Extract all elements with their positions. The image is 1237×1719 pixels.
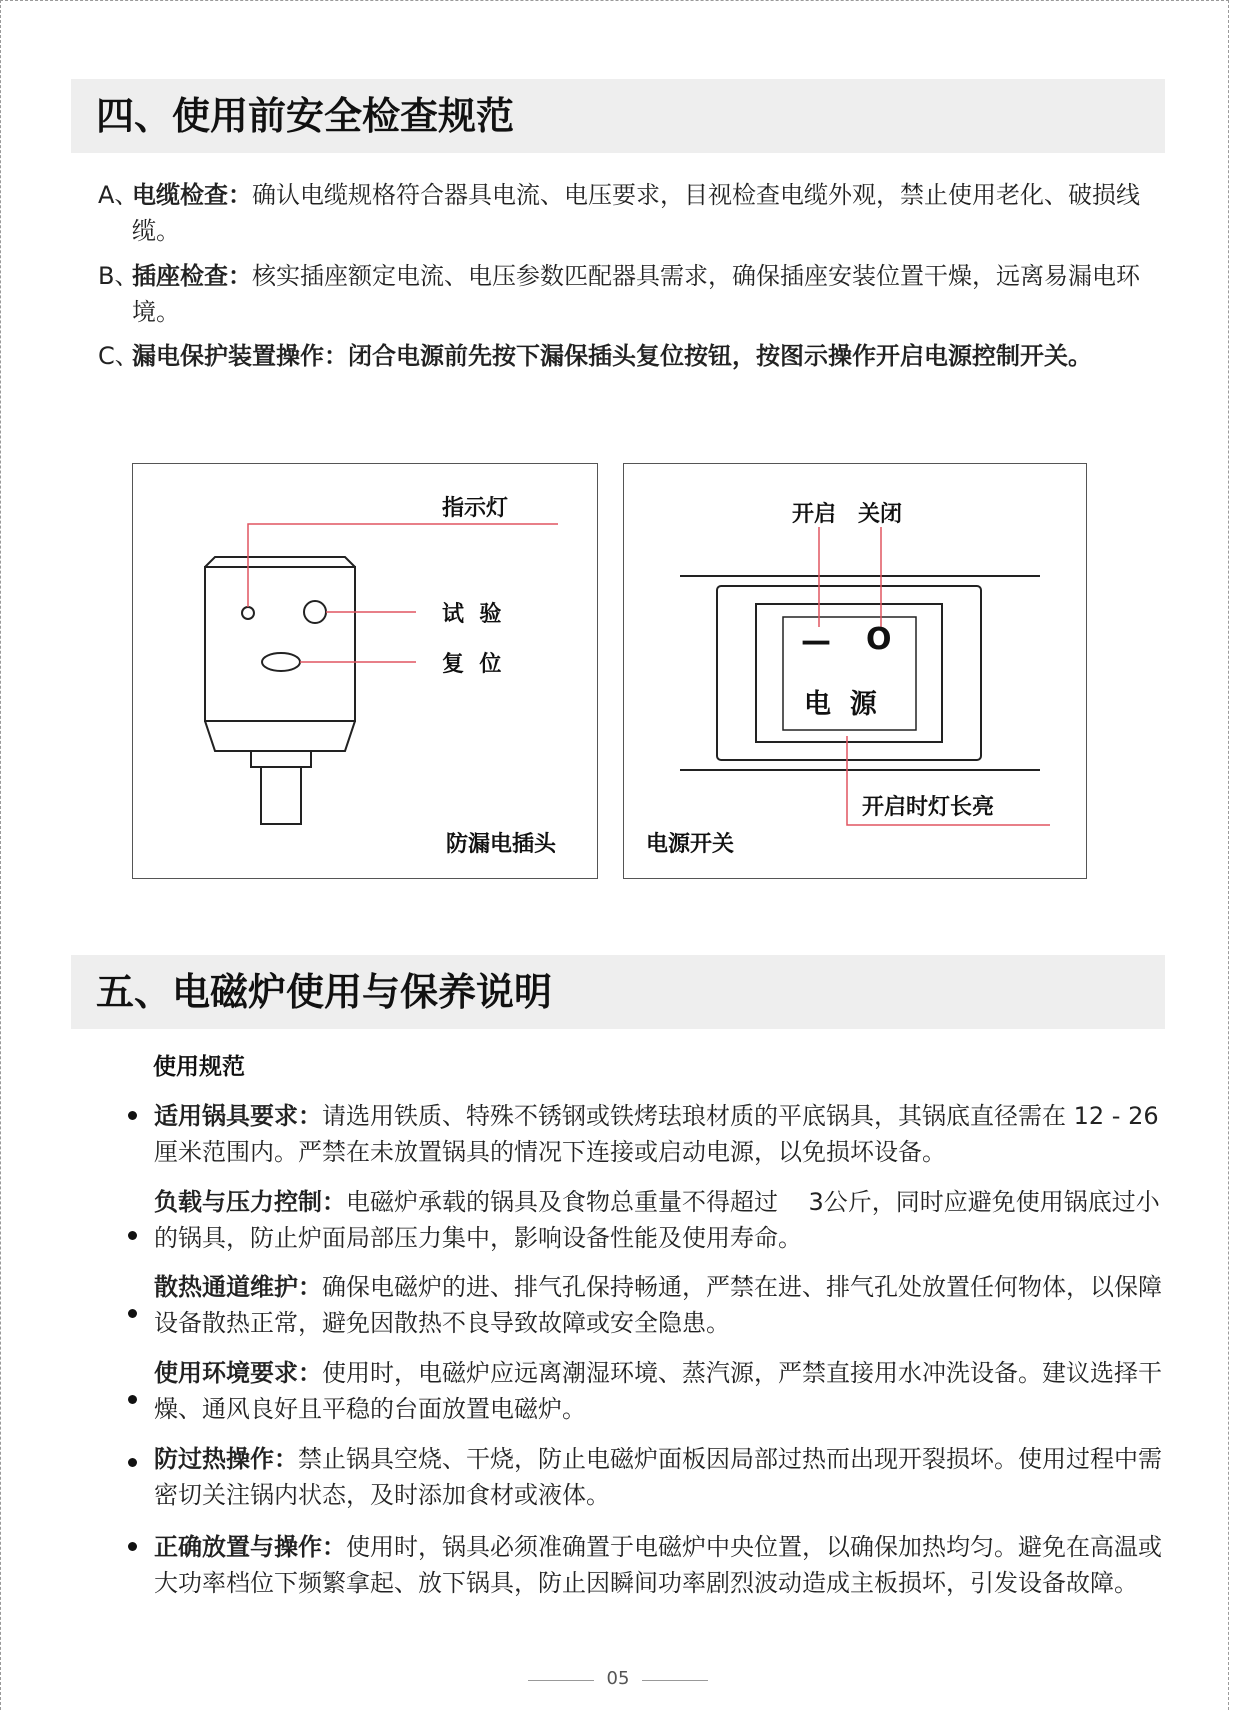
power-label: 电 源	[804, 689, 877, 720]
page-number: 05	[606, 1668, 630, 1689]
footer-rule-right	[642, 1680, 708, 1681]
section-header-4	[71, 79, 1165, 153]
item-letter: B、	[98, 262, 139, 290]
rule-text	[154, 1355, 1170, 1427]
rule-body: 请选用铁质、特殊不锈钢或铁烤珐琅材质的平底锅具，其锅底直径需在 12 - 26 厘米范围内。严禁在未放置锅具的情况下连接或启动电源，以免损坏设备。	[154, 1102, 1159, 1166]
item-label: 漏电保护装置操作：	[132, 342, 348, 370]
plug-caption: 防漏电插头	[446, 832, 557, 857]
rule-label: 防过热操作：	[154, 1445, 298, 1473]
item-body: 确认电缆规格符合器具电流、电压要求，目视检查电缆外观，禁止使用老化、破损线缆。	[132, 181, 1140, 245]
label-off: 关闭	[858, 502, 903, 527]
bullet-icon	[128, 1458, 137, 1467]
plug-body	[205, 567, 355, 721]
rule-body: 电磁炉承载的锅具及食物总重量不得超过 3公斤，同时应避免使用锅底过小的锅具，防止炉面局部压力集中，影响设备性能及使用寿命。	[154, 1188, 1160, 1252]
bullet-icon	[128, 1231, 137, 1240]
rule-label: 负载与压力控制：	[154, 1188, 346, 1216]
bullet-icon	[128, 1542, 137, 1551]
on-symbol: —	[801, 624, 831, 659]
section-title: 四、使用前安全检查规范	[96, 93, 515, 138]
usage-heading: 使用规范	[153, 1054, 245, 1080]
plug-top-edge	[205, 557, 355, 567]
item-text	[132, 258, 1172, 330]
item-letter: A、	[98, 181, 139, 209]
bullet-icon	[128, 1111, 137, 1120]
rule-text	[154, 1098, 1170, 1170]
rule-text	[154, 1269, 1170, 1341]
label-test: 试 验	[442, 602, 502, 627]
item-letter: C、	[98, 342, 139, 370]
item-text	[132, 177, 1172, 249]
test-button	[304, 601, 326, 623]
switch-drawing	[624, 464, 1086, 878]
switch-caption: 电源开关	[646, 832, 735, 857]
leader-indicator	[248, 524, 558, 607]
item-text	[132, 338, 1172, 374]
off-symbol: O	[866, 622, 892, 657]
plug-drawing	[133, 464, 597, 878]
switch-frame	[756, 604, 942, 742]
plug-collar	[251, 751, 311, 767]
section-header-5	[71, 955, 1165, 1029]
rule-text	[154, 1441, 1170, 1513]
rule-label: 正确放置与操作：	[154, 1533, 346, 1561]
diagram-plug	[132, 463, 598, 879]
footer-rule-left	[528, 1680, 594, 1681]
plug-taper	[205, 721, 355, 751]
bullet-icon	[128, 1395, 137, 1404]
item-body: 闭合电源前先按下漏保插头复位按钮，按图示操作开启电源控制开关。	[348, 342, 1092, 370]
rule-body: 确保电磁炉的进、排气孔保持畅通，严禁在进、排气孔处放置任何物体，以保障设备散热正常，避免因散热不良导致故障或安全隐患。	[154, 1273, 1162, 1337]
rule-text	[154, 1529, 1170, 1601]
rule-text	[154, 1184, 1170, 1256]
rule-body: 使用时，电磁炉应远离潮湿环境、蒸汽源，严禁直接用水冲洗设备。建议选择干燥、通风良好且平稳的台面放置电磁炉。	[154, 1359, 1162, 1423]
rule-label: 散热通道维护：	[154, 1273, 322, 1301]
rule-label: 使用环境要求：	[154, 1359, 322, 1387]
item-label: 插座检查：	[132, 262, 252, 290]
section-title: 五、电磁炉使用与保养说明	[96, 969, 553, 1014]
label-on: 开启	[792, 502, 837, 527]
item-label: 电缆检查：	[132, 181, 252, 209]
rule-label: 适用锅具要求：	[154, 1102, 322, 1130]
indicator-light	[242, 607, 254, 619]
rule-body: 禁止锅具空烧、干烧，防止电磁炉面板因局部过热而出现开裂损坏。使用过程中需密切关注锅内状态，及时添加食材或液体。	[154, 1445, 1162, 1509]
label-light-note: 开启时灯长亮	[862, 795, 995, 820]
diagram-switch	[623, 463, 1087, 879]
label-reset: 复 位	[442, 652, 502, 677]
item-body: 核实插座额定电流、电压参数匹配器具需求，确保插座安装位置干燥，远离易漏电环境。	[132, 262, 1140, 326]
bullet-icon	[128, 1309, 137, 1318]
rule-body: 使用时，锅具必须准确置于电磁炉中央位置，以确保加热均匀。避免在高温或大功率档位下频繁拿起、放下锅具，防止因瞬间功率剧烈波动造成主板损坏，引发设备故障。	[154, 1533, 1162, 1597]
plug-cable	[261, 767, 301, 824]
reset-button	[262, 653, 300, 671]
label-indicator: 指示灯	[442, 496, 509, 521]
